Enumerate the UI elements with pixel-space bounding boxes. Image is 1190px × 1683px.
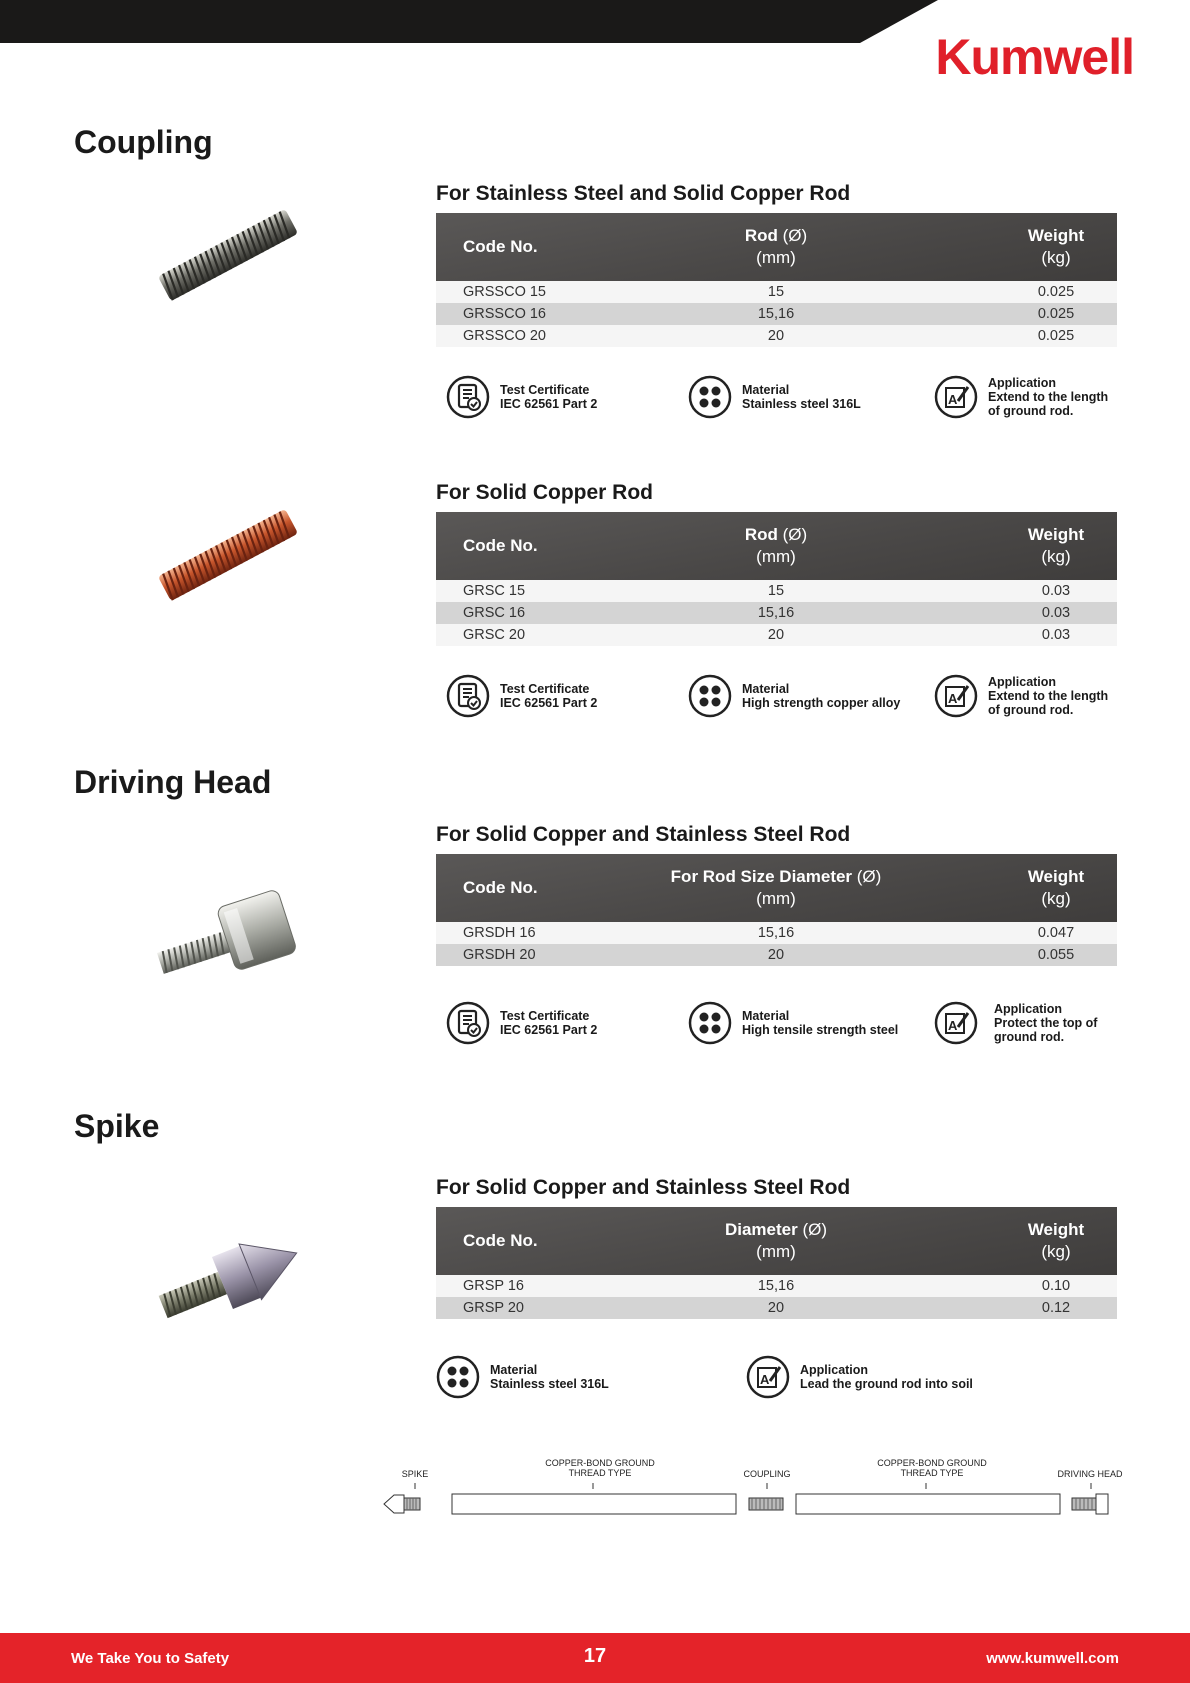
info-material: Material Stainless steel 316L	[436, 1355, 609, 1399]
info-application: A Application Extend to the length of ground rod.	[934, 674, 1108, 718]
section-title-spike: Spike	[74, 1108, 160, 1144]
application-icon	[934, 1001, 978, 1045]
table3-subtitle: For Solid Copper and Stainless Steel Rod	[436, 823, 851, 846]
info-material: Material Stainless steel 316L	[688, 375, 861, 419]
svg-text:A: A	[760, 1372, 770, 1387]
svg-text:A: A	[948, 392, 958, 407]
col-weight-header: Weight (kg)	[1027, 1220, 1085, 1261]
col-code-header: Code No.	[463, 237, 538, 256]
certificate-icon	[446, 375, 490, 419]
table1	[436, 213, 1117, 347]
table-row: GRSP 20 20 0.12	[436, 1297, 1117, 1319]
table-row: GRSP 16 15,16 0.10	[436, 1275, 1117, 1297]
material-icon	[688, 674, 732, 718]
driving-head-image	[148, 872, 308, 992]
info-material: Material High strength copper alloy	[688, 674, 900, 718]
certificate-icon	[446, 674, 490, 718]
table1-subtitle: For Stainless Steel and Solid Copper Rod	[436, 182, 851, 205]
material-icon	[436, 1355, 480, 1399]
section-title-driving-head: Driving Head	[74, 764, 272, 800]
diagram-label-spike: SPIKE	[401, 1469, 429, 1479]
application-icon	[934, 674, 978, 718]
application-icon	[934, 375, 978, 419]
info-certificate: Test Certificate IEC 62561 Part 2	[446, 375, 597, 419]
table4	[436, 1207, 1117, 1319]
table-row: GRSSCO 15 15 0.025	[436, 281, 1117, 303]
col-rod-header: Rod (Ø) (mm)	[744, 525, 808, 566]
info-application: A Application Protect the top of ground rod.	[934, 1001, 1097, 1045]
info-material: Material High tensile strength steel	[688, 1001, 898, 1045]
material-icon	[688, 375, 732, 419]
table-row: GRSDH 16 15,16 0.047	[436, 922, 1117, 944]
col-code-header: Code No.	[463, 1231, 538, 1250]
col-code-header: Code No.	[463, 536, 538, 555]
table-row: GRSSCO 20 20 0.025	[436, 325, 1117, 347]
copper-coupling-image	[148, 505, 308, 605]
footer-bar	[0, 1633, 1190, 1683]
application-icon	[746, 1355, 790, 1399]
table-row: GRSC 16 15,16 0.03	[436, 602, 1117, 624]
footer-slogan: We Take You to Safety	[71, 1650, 230, 1667]
material-icon	[688, 1001, 732, 1045]
table2	[436, 512, 1117, 646]
col-weight-header: Weight (kg)	[1027, 867, 1085, 908]
diagram-label-driving-head: DRIVING HEAD	[1057, 1469, 1123, 1479]
table-header	[436, 213, 1117, 281]
info-application: A Application Lead the ground rod into soil	[746, 1355, 973, 1399]
info-certificate: Test Certificate IEC 62561 Part 2	[446, 1001, 597, 1045]
spike-image	[148, 1210, 308, 1330]
col-diameter-header: Diameter (Ø) (mm)	[724, 1220, 828, 1261]
table-row: GRSSCO 16 15,16 0.025	[436, 303, 1117, 325]
table-row: GRSC 15 15 0.03	[436, 580, 1117, 602]
table-header	[436, 512, 1117, 580]
table4-subtitle: For Solid Copper and Stainless Steel Rod	[436, 1176, 851, 1199]
col-weight-header: Weight (kg)	[1027, 525, 1085, 566]
table3	[436, 854, 1117, 966]
table-header	[436, 854, 1117, 922]
col-code-header: Code No.	[463, 878, 538, 897]
svg-text:A: A	[948, 691, 958, 706]
assembly-diagram	[380, 1480, 1140, 1520]
table-row: GRSC 20 20 0.03	[436, 624, 1117, 646]
diagram-label-coupling: COUPLING	[743, 1469, 791, 1479]
table-header	[436, 1207, 1117, 1275]
col-weight-header: Weight (kg)	[1027, 226, 1085, 267]
table2-subtitle: For Solid Copper Rod	[436, 481, 653, 504]
certificate-icon	[446, 1001, 490, 1045]
diagram-label-rod1: COPPER-BOND GROUND THREAD TYPE	[545, 1458, 655, 1478]
page-number: 17	[583, 1645, 607, 1667]
info-certificate: Test Certificate IEC 62561 Part 2	[446, 674, 597, 718]
diagram-label-rod2: COPPER-BOND GROUND THREAD TYPE	[877, 1458, 987, 1478]
brand-logo: Kumwell	[935, 29, 1134, 85]
stainless-coupling-image	[148, 205, 308, 305]
info-application: A Application Extend to the length of ground rod.	[934, 375, 1108, 419]
svg-text:A: A	[948, 1018, 958, 1033]
footer-website-link[interactable]: www.kumwell.com	[986, 1650, 1119, 1667]
col-rod-header: For Rod Size Diameter (Ø) (mm)	[670, 867, 882, 908]
col-rod-header: Rod (Ø) (mm)	[744, 226, 808, 267]
table-row: GRSDH 20 20 0.055	[436, 944, 1117, 966]
section-title-coupling: Coupling	[74, 124, 213, 160]
